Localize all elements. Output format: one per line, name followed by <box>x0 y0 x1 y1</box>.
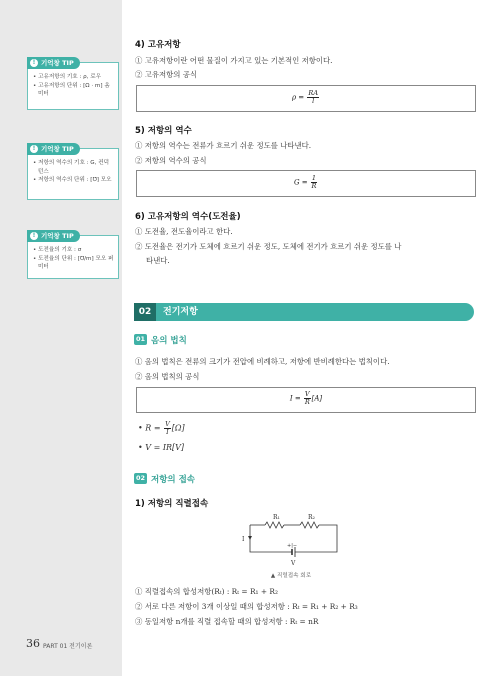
fraction <box>311 175 317 190</box>
formula-lhs: I = <box>289 394 301 403</box>
text-line: ② 고유저항의 공식 <box>135 70 198 79</box>
subsection-title: 옴의 법칙 <box>151 335 187 346</box>
formula <box>137 175 475 190</box>
resistor-r2 <box>300 522 319 528</box>
tip-header <box>27 143 80 155</box>
text-line: ② 서로 다른 저항이 3개 이상일 때의 합성저항 : Rₜ = R₁ + R₂ + R₃ <box>135 602 358 611</box>
tip-title: 기억창 TIP <box>41 59 74 67</box>
label-r2: R₂ <box>308 514 315 521</box>
text-line: ② 저항의 역수의 공식 <box>135 156 207 165</box>
fraction <box>164 421 171 436</box>
heading-resistivity: 4) 고유저항 <box>135 40 181 50</box>
tip-line: • 저항의 역수의 단위 : [℧] 모오 <box>33 177 112 183</box>
tip-title: 기억창 TIP <box>41 145 74 153</box>
tip-line: • 도전율의 단위 : [℧/m] 모오 퍼 미터 <box>33 255 114 270</box>
bullet-formula-v: • V = IR[V] <box>138 443 185 452</box>
figure-caption: ▲ 직렬접속 회로 <box>270 573 312 579</box>
formula-box-ohm <box>136 387 476 413</box>
wire <box>295 525 337 552</box>
tip-box-conductivity <box>27 232 119 279</box>
subsection-number: 01 <box>135 335 146 343</box>
lightbulb-icon: ! <box>30 145 38 153</box>
denominator: R <box>304 398 310 406</box>
text-line: ② 도전율은 전기가 도체에 흐르기 쉬운 정도, 도체에 전기가 흐르기 쉬운 정도를 나 <box>135 242 402 251</box>
subsection-ohm <box>134 333 187 346</box>
wire <box>250 525 292 552</box>
denominator: I <box>166 428 169 436</box>
text-line: ① 옴의 법칙은 전류의 크기가 전압에 비례하고, 저항에 반비례한다는 법칙이다. <box>135 357 390 366</box>
tip-line: • 저항의 역수의 기호 : G, 컨덕턴스 <box>33 160 110 175</box>
tip-body <box>28 63 118 105</box>
numerator: V <box>165 420 170 428</box>
subsection-title: 저항의 접속 <box>151 474 196 485</box>
fraction <box>307 90 319 105</box>
numerator: 1 <box>311 174 317 182</box>
formula-lhs: • R = <box>138 423 161 433</box>
text-line: ① 도전율, 전도율이라고 한다. <box>135 227 233 236</box>
text-line: 타낸다. <box>146 256 170 265</box>
tip-body <box>28 149 118 191</box>
resistor-r1 <box>265 522 284 528</box>
section-banner <box>134 303 474 321</box>
tip-box-conductance <box>27 145 119 200</box>
tip-header <box>27 57 80 69</box>
text-line: ① 직렬접속의 합성저항(Rₜ) : Rₜ = R₁ + R₂ <box>135 587 278 596</box>
series-circuit-diagram <box>240 510 350 570</box>
label-current: I <box>242 536 245 543</box>
bullet-formula-r <box>138 421 185 436</box>
subsection-number: 02 <box>135 474 146 482</box>
tip-box-resistivity <box>27 59 119 110</box>
tip-line: • 고유저항의 단위 : [Ω · m] 옴미터 <box>33 82 110 97</box>
formula-box-resistivity <box>136 85 476 112</box>
formula-unit: [Ω] <box>171 423 185 433</box>
tip-body <box>28 236 118 278</box>
formula-box-conductance <box>136 170 476 197</box>
tip-line: • 고유저항의 기호 : ρ, 로우 <box>33 74 102 80</box>
label-voltage: V <box>291 560 296 567</box>
fraction <box>304 391 311 406</box>
lightbulb-icon: ! <box>30 232 38 240</box>
section-title: 전기저항 <box>163 307 198 317</box>
text-line: ③ 동일저항 n개를 직렬 접속할 때의 합성저항 : Rₜ = nR <box>135 617 319 626</box>
lightbulb-icon: ! <box>30 59 38 67</box>
subsection-connection <box>134 472 195 485</box>
heading-series: 1) 저항의 직렬접속 <box>135 499 209 509</box>
formula-lhs: G = <box>293 178 308 187</box>
denominator: l <box>312 97 315 105</box>
text-line: ② 옴의 법칙의 공식 <box>135 372 200 381</box>
heading-reciprocal: 5) 저항의 역수 <box>135 126 192 136</box>
label-r1: R₁ <box>273 514 280 521</box>
page-number: 36 <box>26 637 40 650</box>
tip-title: 기억창 TIP <box>41 232 74 240</box>
text-line: ① 저항의 역수는 전류가 흐르기 쉬운 정도를 나타낸다. <box>135 141 312 150</box>
label-polarity: +|− <box>287 543 298 549</box>
formula <box>137 90 475 105</box>
current-arrow-icon <box>248 536 252 540</box>
formula-lhs: ρ = <box>291 93 305 102</box>
part-label: PART 01 전기이론 <box>43 643 93 650</box>
numerator: V <box>304 390 310 398</box>
tip-header <box>27 230 80 242</box>
text-line: ① 고유저항이란 어떤 물질이 가지고 있는 기본적인 저항이다. <box>135 56 333 65</box>
section-number: 02 <box>134 303 156 321</box>
denominator: R <box>311 182 317 190</box>
heading-conductivity: 6) 고유저항의 역수(도전율) <box>135 212 241 222</box>
numerator: RA <box>308 89 319 97</box>
tip-line: • 도전율의 기호 : σ <box>33 247 82 253</box>
formula-unit: [A] <box>311 394 323 403</box>
formula <box>137 391 475 406</box>
